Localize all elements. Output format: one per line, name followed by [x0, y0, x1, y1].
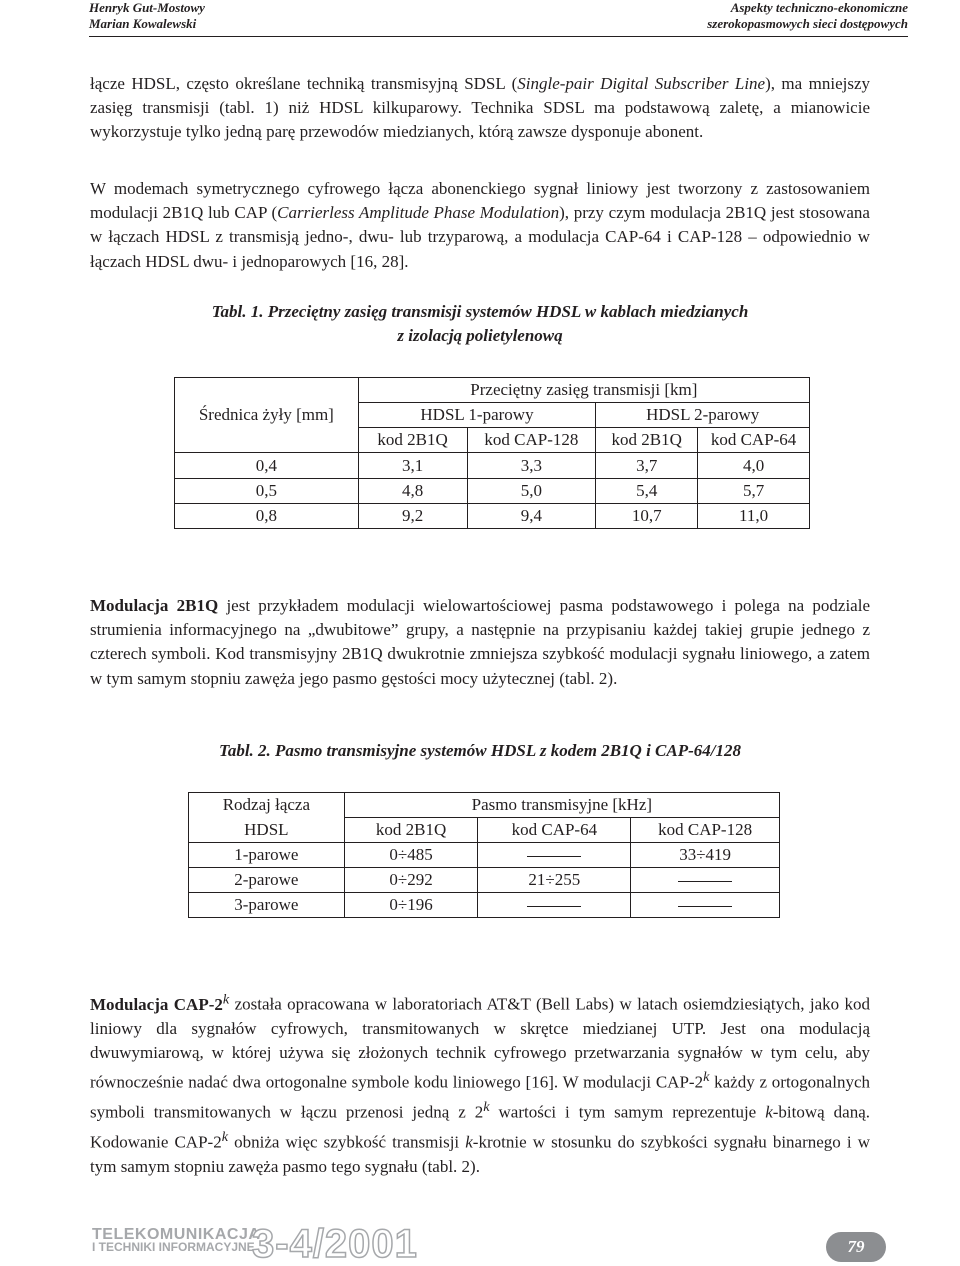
text-span: wartości i tym samym reprezentuje [489, 1102, 766, 1122]
table-cell: 4,0 [698, 453, 810, 479]
header-title-line: szerokopasmowych sieci dostępowych [707, 16, 908, 31]
caption-line: Tabl. 1. Przeciętny zasięg transmisji systemów HDSL w kablach miedzianych [211, 302, 749, 321]
brand-line: TELEKOMUNIKACJA [92, 1226, 261, 1243]
italic-term: Single-pair Digital Subscriber Line [517, 74, 766, 93]
table1-caption [90, 300, 870, 348]
italic-term: Carrierless Amplitude Phase Modulation [277, 203, 560, 223]
code-header: kod 2B1Q [344, 818, 478, 843]
table-row [189, 868, 780, 893]
table-header-row [189, 818, 780, 843]
table2 [188, 792, 780, 918]
table-cell: 4,8 [358, 479, 467, 504]
table-cell: 33÷419 [631, 843, 780, 868]
sub-header: HDSL 2-parowy [596, 403, 810, 428]
text-span: została opracowana w laboratoriach AT&T (Bell Labs) w latach osiemdziesiątych, jako kod liniowy dla sygnałów cyfrowych, transmitowanych w skrętce miedzianej UTP. Jest ona modulacją dwuwymiarową, w której używa się złożonych technik cyfrowego przetwarzania sygnałów w tym celu, aby równocześnie nadać dwa ortogonalne symbole kodu liniowego [16]. W modulacji CAP-2 [90, 994, 871, 1092]
table-row [175, 479, 810, 504]
table-cell: 0÷292 [344, 868, 478, 893]
table-cell: 5,7 [698, 479, 810, 504]
text-span: ), przy czym modulacja 2B1Q jest stosowana w łączach HDSL z transmisją jedno-, dwu- lub trzyparową, a modulacja CAP-64 i CAP-128 – odpowiednio w łączach HDSL dwu- i jednoparowych [16, 28]. [90, 203, 870, 271]
page-number-badge: 79 [826, 1232, 886, 1262]
text-span: łącze HDSL, często określane techniką transmisyjną SDSL ( [90, 74, 518, 93]
running-header-authors [89, 0, 205, 32]
row-header-diameter: Średnica żyły [mm] [175, 378, 359, 453]
table-cell: 0÷196 [344, 893, 478, 918]
table1 [174, 377, 810, 529]
paragraph-cap [90, 987, 870, 1179]
text-span: -bitową daną. Kodowanie CAP-2 [90, 1102, 870, 1152]
table-row [175, 504, 810, 529]
bold-term: Modulacja 2B1Q [90, 596, 219, 615]
superscript: k [483, 1099, 490, 1116]
superscript: k [221, 1128, 228, 1145]
code-header: kod CAP-64 [698, 428, 810, 453]
table-cell: 3,3 [467, 453, 596, 479]
text-span: jest przykładem modulacji wielowartościowej pasma podstawowego i polega na podziale strumienia informacyjnego na „dwubitowe” grupy, a następnie na przypisaniu każdej takiej grupie jednego z czterech symboli. Kod transmisyjny 2B1Q dwukrotnie zmniejsza szybkość modulacji sygnału liniowego, a zatem w tym samym stopniu zawęża jego pasmo gęstości mocy użytecznej (tabl. 2). [90, 596, 870, 688]
table-cell-empty [478, 843, 631, 868]
paragraph-sdsl [90, 72, 870, 145]
caption-line: Tabl. 2. Pasmo transmisyjne systemów HDSL z kodem 2B1Q i CAP-64/128 [219, 741, 741, 760]
table-cell: 1-parowe [189, 843, 345, 868]
table-cell: 2-parowe [189, 868, 345, 893]
italic-term: k [765, 1102, 773, 1122]
dash-mark [527, 856, 581, 857]
col-header-hdsl: HDSL [189, 818, 345, 843]
paragraph-2b1q [90, 594, 870, 691]
table-cell: 5,0 [467, 479, 596, 504]
table-cell: 5,4 [596, 479, 698, 504]
italic-term: k [465, 1132, 473, 1152]
group-header: Przeciętny zasięg transmisji [km] [358, 378, 809, 403]
sub-header: HDSL 1-parowy [358, 403, 596, 428]
group-header: Pasmo transmisyjne [kHz] [344, 793, 779, 818]
table-cell: 21÷255 [478, 868, 631, 893]
table2-caption [90, 739, 870, 763]
table-row [189, 893, 780, 918]
dash-mark [527, 906, 581, 907]
text-span: każdy z ortogonalnych symboli transmitowanych w łączu przenosi jedną z 2 [90, 1072, 870, 1122]
superscript: k [703, 1069, 710, 1086]
table-cell: 3,1 [358, 453, 467, 479]
bold-term [90, 991, 230, 1014]
code-header: kod 2B1Q [596, 428, 698, 453]
table-cell: 0,5 [175, 479, 359, 504]
header-divider [89, 36, 908, 37]
author-name: Henryk Gut-Mostowy [89, 0, 205, 15]
code-header: kod CAP-128 [467, 428, 596, 453]
text-span: Modulacja CAP-2 [90, 994, 223, 1014]
text-span: ), ma mniejszy zasięg transmisji (tabl. 1) niż HDSL kilkuparowy. Technika SDSL ma podstawową zaletę, a mianowicie wykorzystuje tylko jedną parę przewodów miedzianych, którą zawsze dysponuje abonent. [90, 74, 871, 142]
table-cell: 10,7 [596, 504, 698, 529]
superscript: k [222, 991, 230, 1007]
code-header: kod CAP-64 [478, 818, 631, 843]
dash-mark [678, 906, 732, 907]
table-cell-empty [631, 893, 780, 918]
text-span: -krotnie w stosunku do szybkości sygnału binarnego i w tym samym stopniu zawęża pasmo tego sygnału (tabl. 2). [90, 1132, 870, 1176]
brand-line: I TECHNIKI INFORMACYJNE [92, 1240, 255, 1254]
table-header-row [175, 378, 810, 403]
table-row [175, 453, 810, 479]
dash-mark [678, 881, 732, 882]
code-header: kod 2B1Q [358, 428, 467, 453]
text-span: W modemach symetrycznego cyfrowego łącza abonenckiego sygnał liniowy jest tworzony z zastosowaniem modulacji 2B1Q lub CAP ( [90, 179, 870, 223]
table-header-row [189, 793, 780, 818]
table-cell: 0,8 [175, 504, 359, 529]
table-cell: 9,2 [358, 504, 467, 529]
issue-number: 3-4/2001 [252, 1222, 418, 1266]
table-cell-empty [478, 893, 631, 918]
caption-line: z izolacją polietylenową [397, 326, 563, 345]
running-header-title [707, 0, 908, 32]
table-cell: 3-parowe [189, 893, 345, 918]
paragraph-modems [90, 177, 870, 274]
table-cell: 9,4 [467, 504, 596, 529]
table-cell-empty [631, 868, 780, 893]
text-span: obniża więc szybkość transmisji [228, 1132, 466, 1152]
table-cell: 0,4 [175, 453, 359, 479]
code-header: kod CAP-128 [631, 818, 780, 843]
table-row [189, 843, 780, 868]
table-cell: 3,7 [596, 453, 698, 479]
author-name: Marian Kowalewski [89, 16, 197, 31]
header-title-line: Aspekty techniczno-ekonomiczne [730, 0, 908, 15]
table-cell: 11,0 [698, 504, 810, 529]
journal-brand [92, 1228, 260, 1254]
col-header-type: Rodzaj łącza [189, 793, 345, 818]
table-cell: 0÷485 [344, 843, 478, 868]
